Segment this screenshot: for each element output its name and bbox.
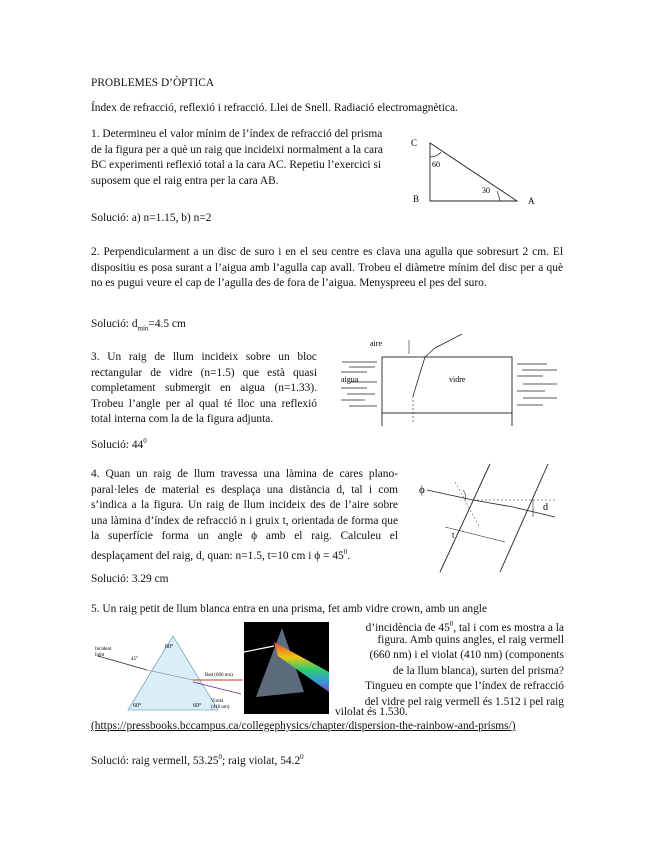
solution-sup-1: 0 [218,753,222,761]
fig-apex-angle: 60° [165,644,174,650]
solution-sup-2: 0 [300,753,304,761]
problem-2-solution [91,317,186,337]
problem-5-line-4: (660 nm) i el violat (410 nm) (components [369,649,564,661]
fig-angle-45: 45° [131,657,138,662]
problem-5-line-5: de la llum blanca), surten del prisma? [392,665,564,677]
prism-photo [244,622,329,714]
label-t: t [452,530,455,540]
water-right [517,364,557,405]
page-subtitle: Índex de refracció, reflexió i refracció. Llei de Snell. Radiació electromagnètica. [91,102,458,114]
fig-base-left: 60° [133,703,142,709]
water-left [341,362,377,406]
fig-incident: Incident [95,647,112,652]
angle-30: 30 [482,186,490,195]
prism-dispersion-diagram [93,632,243,714]
label-c: C [411,138,418,148]
angle-60: 60 [432,160,440,169]
label-a: A [528,196,535,206]
fig-violet-nm: (410 nm) [211,705,230,710]
solution-a: Solució: raig vermell, 53.25 [91,754,219,767]
label-b: B [413,194,420,204]
problem-4-body: 4. Quan un raig de llum travessa una làmina de cares plano-paral·leles de material es desplaça una distància d, tal i com s’indica a la figura. Un raig de llum incideix des de l’aire sobre una làmina d’índex de refracció n i gruix t, orientada de forma que la superfície forma un angle ϕ amb el raig. Calculeu el desplaçament del raig, d, quan: n=1.5, t=10 cm i ϕ = 45 [91,468,398,562]
reference-link[interactable]: (https://pressbooks.bccampus.ca/collegephysics/chapter/dispersion-the-rainbow-and-prisms/) [91,720,516,732]
problem-2-text: 2. Perpendicularment a un disc de suro i en el seu centre es clava una agulla que sobresurt 2 cm. El dispositiu es posa surant a l’aigua amb l’agulla cap avall. Trobeu el diàmetre mínim del disc per a què no es pugui veure el cap de l’agulla des de fora de l’aigua. Menyspreeu el pes del suro. [91,246,563,290]
label-aigua: aigua [341,375,359,384]
problem-3-text: 3. Un raig de llum incideix sobre un bloc rectangular de vidre (n=1.5) que està quasi completament submergit en aigua (n=1.33). Trobeu l’angle per al qual té lloc una reflexió total interna com la de la figura adjunta. [91,351,317,426]
solution-sup: 0 [143,437,147,445]
problem-5-line-3: figura. Amb quins angles, el raig vermell [377,634,564,646]
line-2-a: d’incidència de 45 [365,621,450,634]
problem-1-text: 1. Determineu el valor mínim de l’índex de refracció del prisma de la figura per a què un raig que incideixi normalment a la cara BC experimenti reflexió total a la cara AC. Repetiu l’exercici si suposem que el raig entra per la cara AB. [91,128,383,187]
problem-5-line-6: Tingueu en compte que l’índex de refracció [365,680,564,692]
problem-5-line-7: del vidre pel raig vermell és 1.512 i pel raig [364,696,564,708]
label-vidre: vidre [449,375,466,384]
glass-block-figure [337,334,565,426]
line-2-b: , tal i com es mostra a la [453,621,564,634]
line-2-sup: 0 [449,620,454,628]
problem-4-text [91,467,398,564]
label-aire: aire [370,339,382,348]
problem-5-line-8: vilolat és 1.530. [335,706,408,718]
problem-5-solution [91,750,304,769]
solution-sub: mín [137,324,149,333]
problem-4-period: . [347,549,351,562]
problem-1-solution: Solució: a) n=1.15, b) n=2 [91,212,212,224]
problem-5-line-1: 5. Un raig petit de llum blanca entra en una prisma, fet amb vidre crown, amb un angle [91,603,488,615]
label-phi: ϕ [419,484,425,496]
label-d: d [543,502,548,513]
problem-4-solution: Solució: 3.29 cm [91,573,169,585]
solution-b: ; raig violat, 54.2 [222,754,301,767]
plate-displacement-figure [415,462,565,577]
fig-violet: Violet [211,699,224,704]
solution-suffix: =4.5 cm [148,318,186,330]
solution-prefix: Solució: d [91,318,138,330]
page-title: PROBLEMES D’ÒPTICA [91,77,215,89]
fig-base-right: 60° [193,703,202,709]
problem-4-sup: 0 [343,547,348,556]
problem-3-solution [91,434,147,453]
solution-text: Solució: 44 [91,438,144,451]
fig-red: Red (660 nm) [205,673,233,678]
fig-light: light [95,653,105,658]
prism-triangle-figure [405,133,540,208]
